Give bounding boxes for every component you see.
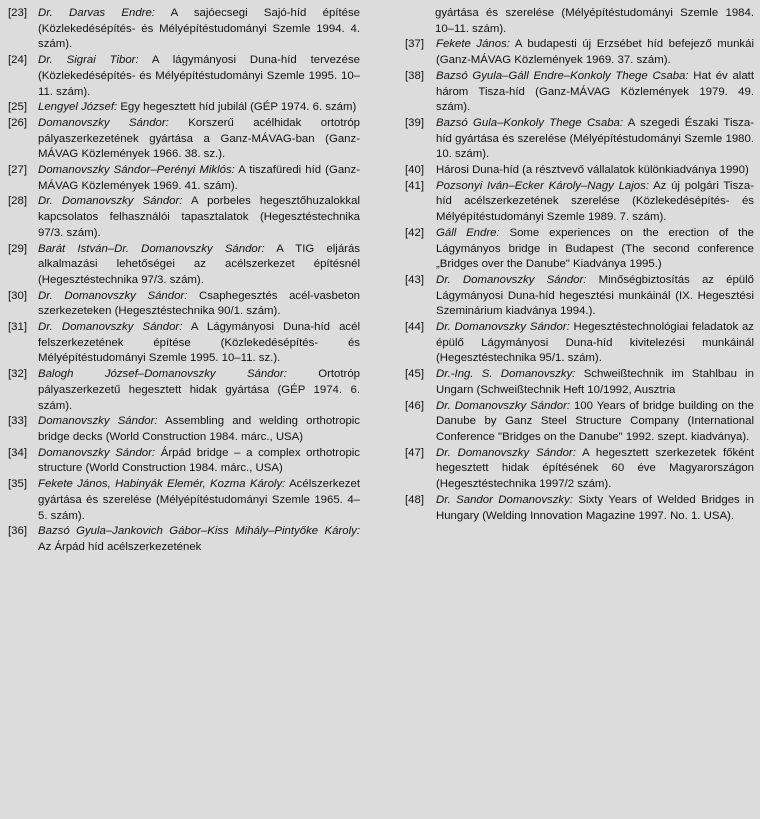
reference-number: [48] <box>405 493 424 506</box>
reference-body <box>38 194 360 241</box>
reference-body <box>436 273 754 320</box>
reference-text: A TIG eljárás alkalmazási lehetőségei az acélszerkezet építésnél (Hegesztéstechnika 97/3. szám). <box>38 242 360 286</box>
reference-number: [25] <box>8 101 27 114</box>
reference-body <box>38 53 360 100</box>
reference-body <box>436 399 754 446</box>
reference-authors: Dr. Domanovszky Sándor: <box>436 273 587 286</box>
reference-body <box>38 414 360 445</box>
reference-item <box>405 116 754 163</box>
reference-text: A tiszafüredi híd (Ganz-MÁVAG Közlemények 1969. 41. szám). <box>38 164 360 192</box>
reference-item <box>405 163 754 179</box>
left-column <box>8 6 360 556</box>
reference-text: A szegedi Északi Tisza-híd gyártása és szerelése (Mélyépítéstudományi Szemle 1980. 10. szám). <box>436 116 755 161</box>
reference-item <box>405 179 754 226</box>
reference-number: [26] <box>8 116 27 129</box>
reference-text: Árpád bridge – a complex orthotropic structure (World Construction 1984. márc., USA) <box>38 446 361 475</box>
reference-body <box>38 524 360 555</box>
reference-text: Some experiences on the erection of the Lágymányos bridge in Budapest (The second conference „Bridges over the Danube" Kiadványa 1995.) <box>436 226 754 271</box>
reference-number: [44] <box>405 321 424 334</box>
reference-body <box>38 6 360 53</box>
reference-authors: Barát István–Dr. Domanovszky Sándor: <box>38 242 265 255</box>
reference-item <box>8 289 360 320</box>
reference-number: [35] <box>8 478 27 491</box>
reference-authors: Fekete János: <box>436 38 510 51</box>
reference-item <box>8 100 360 116</box>
reference-item <box>8 116 360 163</box>
reference-text: A sajóecsegi Sajó-híd építése (Közlekedésépítés- és Mélyépítéstudományi Szemle 1994. 4. szám). <box>38 7 360 51</box>
reference-authors: Bazsó Gula–Konkoly Thege Csaba: <box>436 116 624 129</box>
reference-text: Acélszerkezet gyártása és szerelése (Mélyépítéstudományi Szemle 1965. 4–5. szám). <box>38 478 360 522</box>
reference-authors: Domanovszky Sándor–Perényi Miklós: <box>38 164 235 177</box>
reference-authors: Domanovszky Sándor: <box>38 415 158 428</box>
reference-number: [33] <box>8 415 27 428</box>
reference-text: Minőségbiztosítás az épülő Lágymányosi Duna-híd hegesztési munkáinál (IX. Hegesztési Szeminárium kiadványa 1994.). <box>436 273 754 318</box>
reference-text: Schweißtechnik im Stahlbau in Ungarn (Schweißtechnik Heft 10/1992, Ausztria <box>436 368 754 396</box>
reference-number: [32] <box>8 368 27 381</box>
reference-authors: Dr. Domanovszky Sándor: <box>38 289 188 302</box>
reference-body <box>436 446 754 493</box>
reference-item <box>405 399 754 446</box>
reference-text: Egy hegesztett híd jubilál (GÉP 1974. 6. szám) <box>117 101 357 114</box>
reference-text: Ortotróp pályaszerkezetű hegesztett hidak gyártása (GÉP 1974. 6. szám). <box>38 368 360 412</box>
reference-authors: Dr.-Ing. S. Domanovszky: <box>436 368 576 381</box>
reference-item <box>405 367 754 398</box>
reference-authors: Domanovszky Sándor: <box>38 446 156 459</box>
reference-item <box>405 320 754 367</box>
reference-text: Csaphegesztés acél-vasbeton szerkezeteken (Hegesztéstechnika 90/1. szám). <box>38 289 360 318</box>
reference-authors: Fekete János, Habinyák Elemér, Kozma Károly: <box>38 478 286 491</box>
reference-item <box>405 273 754 320</box>
reference-authors: Pozsonyi Iván–Ecker Károly–Nagy Lajos: <box>436 179 649 192</box>
reference-number: [34] <box>8 446 27 459</box>
reference-number: [27] <box>8 164 27 177</box>
reference-text: Hat év alatt három Tisza-híd (Ganz-MÁVAG Közlemények 1979. 49. szám). <box>436 69 755 114</box>
reference-number: [39] <box>405 116 424 129</box>
reference-item <box>8 194 360 241</box>
reference-body <box>436 116 754 163</box>
reference-body <box>38 320 360 367</box>
reference-item <box>8 414 360 445</box>
reference-authors: Dr. Sigrai Tibor: <box>38 54 139 67</box>
reference-authors: Dr. Domanovszky Sándor: <box>436 446 576 459</box>
reference-number: [45] <box>405 368 424 381</box>
reference-number: [46] <box>405 399 424 412</box>
reference-number: [37] <box>405 38 424 51</box>
reference-number: [23] <box>8 7 27 19</box>
reference-text: Korszerű acélhidak ortotróp pályaszerkezetének gyártása a Ganz-MÁVAG-ban (Ganz-MÁVAG Közlemények 1966. 38. sz.). <box>38 116 360 161</box>
reference-body <box>436 493 754 524</box>
reference-number: [28] <box>8 195 27 208</box>
reference-number: [41] <box>405 179 424 192</box>
reference-body <box>436 37 754 68</box>
reference-body <box>38 477 360 524</box>
reference-body <box>436 226 754 273</box>
reference-text: Assembling and welding orthotropic bridge decks (World Construction 1984. márc., USA) <box>38 415 361 443</box>
reference-number: [38] <box>405 69 424 82</box>
reference-item <box>8 446 360 477</box>
reference-item <box>405 493 754 524</box>
reference-item <box>8 524 360 555</box>
reference-item <box>405 69 754 116</box>
reference-item <box>8 242 360 289</box>
reference-number: [40] <box>405 164 424 177</box>
reference-body <box>38 446 360 477</box>
reference-authors: Dr. Sandor Domanovszky: <box>436 493 573 506</box>
reference-body <box>436 69 754 116</box>
reference-authors: Dr. Domanovszky Sándor: <box>38 195 183 208</box>
reference-authors: Dr. Darvas Endre: <box>38 7 155 19</box>
reference-body <box>38 289 360 320</box>
reference-body <box>38 242 360 289</box>
reference-body <box>436 179 754 226</box>
reference-number: [24] <box>8 54 27 67</box>
reference-text: Az Árpád híd acélszerkezetének <box>38 540 202 553</box>
reference-authors: Balogh József–Domanovszky Sándor: <box>38 368 287 381</box>
reference-body <box>436 163 754 179</box>
reference-authors: Dr. Domanovszky Sándor: <box>436 399 571 412</box>
reference-text: Hegesztéstechnológiai feladatok az épülő Lágymányosi Duna-híd kivitelezési munkáinál (Hegesztéstechnika 95/1. szám). <box>436 321 754 365</box>
reference-item <box>8 320 360 367</box>
reference-body <box>38 100 360 116</box>
reference-text: A Lágymányosi Duna-híd acél felszerkezetének építése (Közlekedésépítés- és Mélyépítéstudományi Szemle 1995. 10–11. sz.). <box>38 321 360 365</box>
reference-text: A lágymányosi Duna-híd tervezése (Közlekedésépítés- és Mélyépítéstudományi Szemle 1995. 10–11. szám). <box>38 54 360 98</box>
reference-authors: Dr. Domanovszky Sándor: <box>38 321 183 334</box>
reference-body <box>436 320 754 367</box>
reference-authors: Dr. Domanovszky Sándor: <box>436 321 570 334</box>
reference-item <box>405 446 754 493</box>
right-column <box>405 6 754 524</box>
reference-item <box>8 6 360 53</box>
reference-authors: Lengyel József: <box>38 101 118 114</box>
reference-item <box>8 477 360 524</box>
reference-number: [42] <box>405 226 424 239</box>
reference-text: A budapesti új Erzsébet híd befejező munkái (Ganz-MÁVAG Közlemények 1969. 37. szám). <box>436 38 754 67</box>
reference-item <box>405 37 754 68</box>
reference-authors: Domanovszky Sándor: <box>38 116 169 129</box>
reference-number: [30] <box>8 289 27 302</box>
reference-body <box>38 367 360 414</box>
reference-authors: Bazsó Gyula–Jankovich Gábor–Kiss Mihály–Pintyőke Károly: <box>38 525 360 538</box>
reference-number: [31] <box>8 321 27 334</box>
reference-authors: Gáll Endre: <box>436 226 500 239</box>
reference-number: [43] <box>405 273 424 286</box>
reference-item <box>8 367 360 414</box>
reference-number: [47] <box>405 446 424 459</box>
reference-number: [36] <box>8 525 27 538</box>
reference-item <box>8 53 360 100</box>
reference-number: [29] <box>8 242 27 255</box>
reference-body <box>38 163 360 194</box>
reference-authors: Bazsó Gyula–Gáll Endre–Konkoly Thege Csaba: <box>436 69 689 82</box>
reference-body <box>38 116 360 163</box>
reference-text: A porbeles hegesztőhuzalokkal kapcsolatos felhasználói tapasztalatok (Hegesztéstechnika 97/3. szám). <box>38 195 360 239</box>
reference-continuation: gyártása és szerelése (Mélyépítéstudományi Szemle 1984. 10–11. szám). <box>435 7 754 35</box>
reference-item <box>8 163 360 194</box>
reference-text: Az új polgári Tisza-híd acélszerkezetének szerelése (Közlekedésépítés- és Mélyépítéstudományi Szemle 1989. 7. szám). <box>436 179 754 224</box>
reference-text: A hegesztett szerkezetek főként hegesztett hidak építésének 60 éve Magyarországon (Hegesztéstechnika 1997/2 szám). <box>436 446 754 491</box>
reference-text: 100 Years of bridge building on the Danube by Ganz Steel Structure Company (International Conference "Bridges on the Danube" 1992. szept. kiadványa). <box>436 399 754 443</box>
reference-text: Sixty Years of Welded Bridges in Hungary (Welding Innovation Magazine 1997. No. 1. USA). <box>436 493 754 522</box>
reference-text: Hárosi Duna-híd (a résztvevő vállalatok különkiadványa 1990) <box>436 164 749 177</box>
reference-item <box>405 226 754 273</box>
reference-body <box>436 367 754 398</box>
